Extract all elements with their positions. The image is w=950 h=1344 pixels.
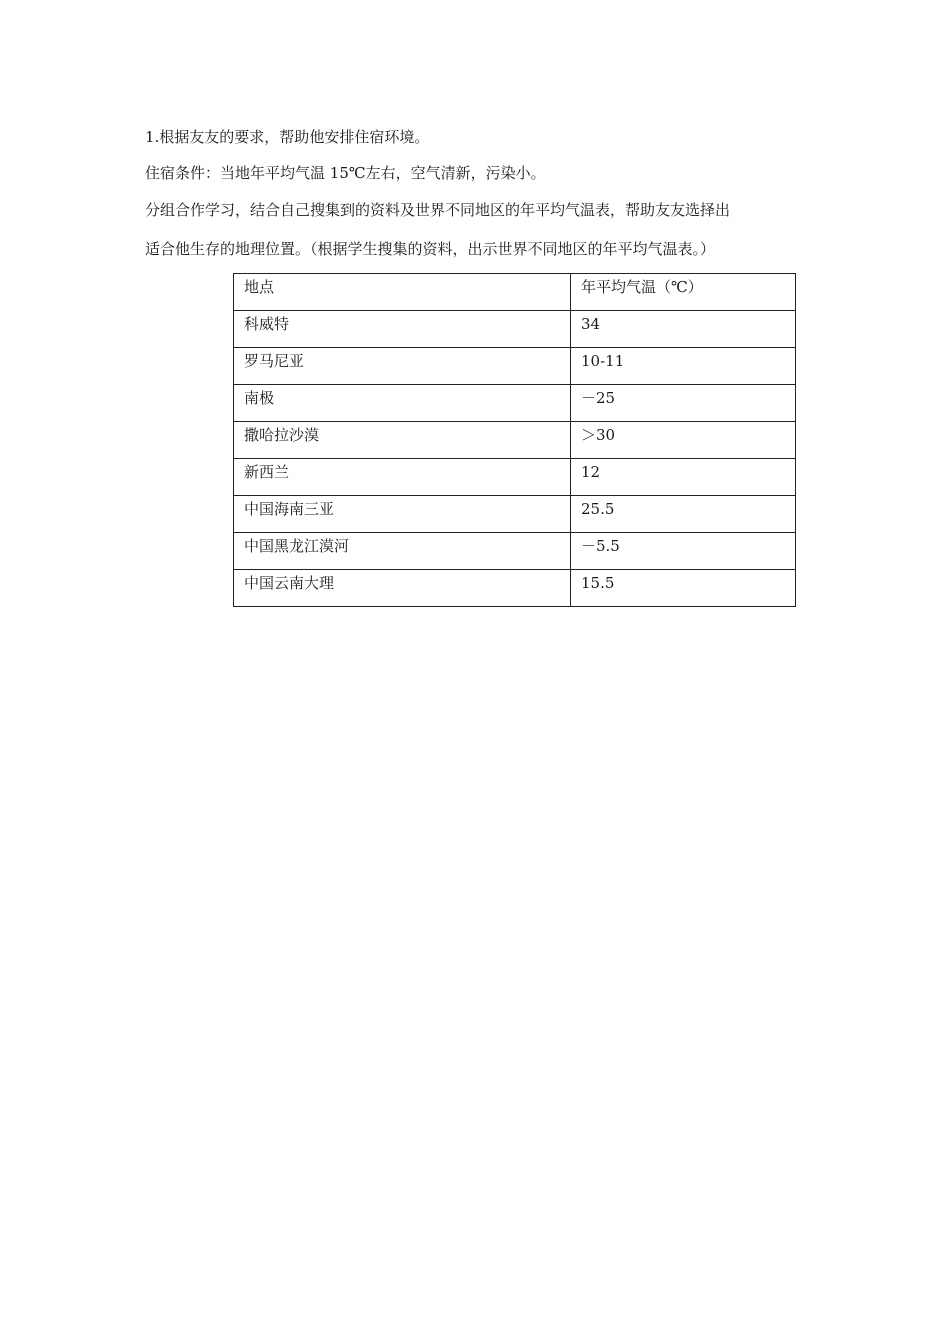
- task-heading: 1.根据友友的要求，帮助他安排住宿环境。: [145, 128, 430, 146]
- location-cell: 撒哈拉沙漠: [234, 422, 571, 459]
- location-cell: 中国云南大理: [234, 570, 571, 607]
- location-cell: 科威特: [234, 311, 571, 348]
- instruction-line-2: 适合他生存的地理位置。（根据学生搜集的资料，出示世界不同地区的年平均气温表。）: [145, 240, 716, 258]
- temp-cell: 15.5: [571, 570, 796, 607]
- location-cell: 罗马尼亚: [234, 348, 571, 385]
- temperature-table: [233, 273, 796, 607]
- temp-cell: －25: [571, 385, 796, 422]
- table-row: [234, 422, 796, 459]
- temp-cell: 34: [571, 311, 796, 348]
- table-row: [234, 348, 796, 385]
- location-cell: 中国海南三亚: [234, 496, 571, 533]
- temp-cell: ＞30: [571, 422, 796, 459]
- accommodation-conditions: 住宿条件：当地年平均气温 15℃左右，空气清新，污染小。: [145, 164, 546, 182]
- table-row: [234, 570, 796, 607]
- table-row: [234, 496, 796, 533]
- temp-cell: 12: [571, 459, 796, 496]
- table-header-row: [234, 274, 796, 311]
- location-cell: 新西兰: [234, 459, 571, 496]
- table-row: [234, 385, 796, 422]
- table-row: [234, 311, 796, 348]
- header-location: 地点: [234, 274, 571, 311]
- location-cell: 南极: [234, 385, 571, 422]
- table-row: [234, 459, 796, 496]
- temp-cell: －5.5: [571, 533, 796, 570]
- location-cell: 中国黑龙江漠河: [234, 533, 571, 570]
- header-avg-temp: 年平均气温（℃）: [571, 274, 796, 311]
- instruction-line-1: 分组合作学习，结合自己搜集到的资料及世界不同地区的年平均气温表，帮助友友选择出: [145, 201, 731, 219]
- temp-cell: 10-11: [571, 348, 796, 385]
- temp-cell: 25.5: [571, 496, 796, 533]
- table-row: [234, 533, 796, 570]
